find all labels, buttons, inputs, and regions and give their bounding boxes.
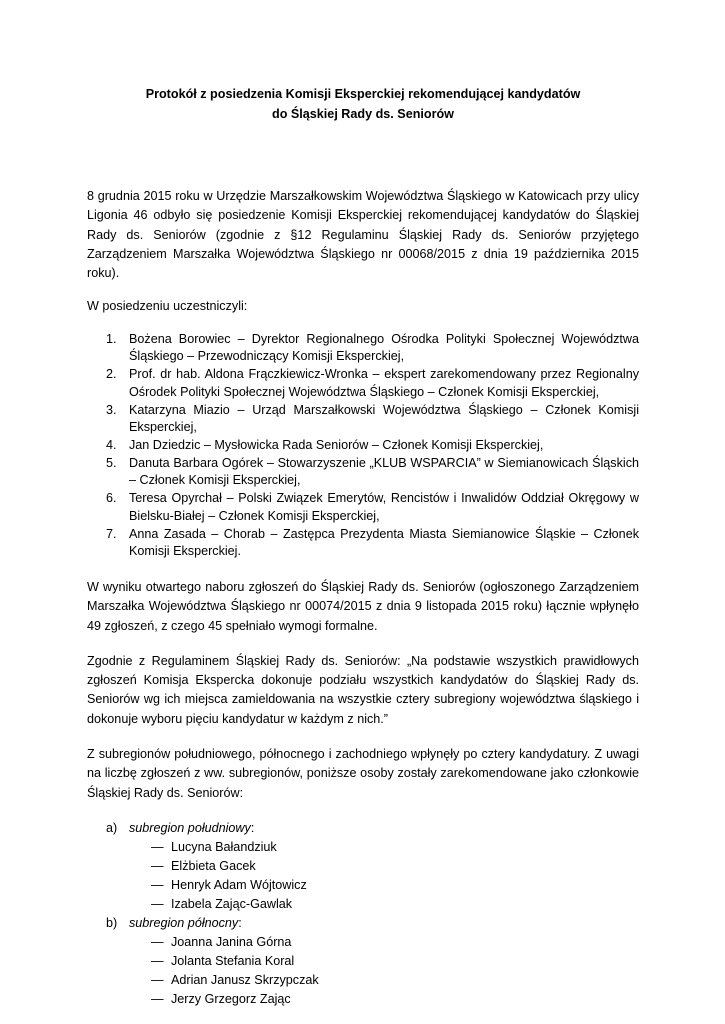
subregion-names <box>87 933 639 1009</box>
list-number: 4. <box>106 438 117 452</box>
dash-bullet: — <box>151 839 164 854</box>
list-number: 6. <box>106 491 117 506</box>
subregion-south <box>87 819 639 914</box>
list-item <box>87 838 639 857</box>
list-item <box>87 933 639 952</box>
regulation-quote-paragraph: Zgodnie z Regulaminem Śląskiej Rady ds. Seniorów: „Na podstawie wszystkich prawidłowych zgłoszeń Komisja Ekspercka dokonuje podziału wszystkich kandydatów do Śląskiej Rady ds. Seniorów wg ich miejsca zamieldowania na wszystkie cztery subregiony województwa śląskiego i dokonuje wyboru pięciu kandydatur w każdym z nich.” <box>87 653 639 726</box>
candidate-name: Joanna Janina Górna <box>171 934 292 949</box>
dash-bullet: — <box>151 972 164 987</box>
dash-bullet: — <box>151 953 164 968</box>
subregion-label: subregion północny <box>129 915 239 930</box>
candidate-name: Izabela Zając-Gawlak <box>171 896 293 911</box>
subregion-heading <box>87 819 639 838</box>
attendee-text: Danuta Barbara Ogórek – Stowarzyszenie „KLUB WSPARCIA” w Siemianowicach Śląskich – Członek Komisji Eksperckiej, <box>129 455 639 488</box>
attendee-text: Teresa Opyrchał – Polski Związek Emerytów, Rencistów i Inwalidów Oddział Okręgowy w Bielsku-Białej – Członek Komisji Eksperckiej, <box>129 491 639 523</box>
subregion-colon: : <box>250 820 255 835</box>
list-item <box>87 876 639 895</box>
dash-bullet: — <box>151 858 164 873</box>
list-item <box>87 971 639 990</box>
subregion-letter: a) <box>106 820 118 835</box>
candidate-name: Jolanta Stefania Koral <box>171 953 295 968</box>
list-item <box>87 455 639 490</box>
subregion-names <box>87 838 639 914</box>
list-item <box>87 952 639 971</box>
applications-paragraph: W wyniku otwartego naboru zgłoszeń do Śląskiej Rady ds. Seniorów (ogłoszonego Zarządzeniem Marszałka Województwa Śląskiego nr 00074/2015 z dnia 9 listopada 2015 roku) łącznie wpłynęło 49 zgłoszeń, z czego 45 spełniało wymogi formalne. <box>87 579 639 633</box>
attendees-list <box>87 331 639 561</box>
list-number: 2. <box>106 367 117 382</box>
dash-bullet: — <box>151 991 164 1006</box>
list-number: 7. <box>106 526 117 541</box>
candidate-name: Lucyna Bałandziuk <box>171 839 277 854</box>
dash-bullet: — <box>151 877 164 892</box>
list-item <box>87 402 639 437</box>
attendee-text: Katarzyna Miazio – Urząd Marszałkowski Województwa Śląskiego – Członek Komisji Eksperckiej, <box>129 402 639 435</box>
recommendation-paragraph: Z subregionów południowego, północnego i zachodniego wpłynęły po cztery kandydatury. Z uwagi na liczbę zgłoszeń z ww. subregionów, poniższe osoby zostały zarekomendowane jako członkowie Śląskiej Rady ds. Seniorów: <box>87 747 639 800</box>
candidate-name: Henryk Adam Wójtowicz <box>171 877 307 892</box>
attendees-intro: W posiedzeniu uczestniczyli: <box>87 299 248 314</box>
list-number: 1. <box>106 331 117 346</box>
list-item <box>87 366 639 401</box>
list-item <box>87 437 639 455</box>
list-item <box>87 990 639 1009</box>
list-item <box>87 895 639 914</box>
dash-bullet: — <box>151 934 164 949</box>
candidate-name: Elżbieta Gacek <box>171 858 256 873</box>
subregion-colon: : <box>238 915 242 930</box>
subregion-label: subregion południowy <box>129 820 251 835</box>
subregion-north <box>87 914 639 1009</box>
list-item <box>87 331 639 366</box>
attendee-text: Anna Zasada – Chorab – Zastępca Prezydenta Miasta Siemianowice Śląskie – Członek Komisji Eksperckiej. <box>129 526 639 559</box>
intro-paragraph: 8 grudnia 2015 roku w Urzędzie Marszałkowskim Województwa Śląskiego w Katowicach przy ulicy Ligonia 46 odbyło się posiedzenie Komisji Eksperckiej rekomendującej kandydatów do Śląskiej Rady ds. Seniorów (zgodnie z §12 Regulaminu Śląskiej Rady ds. Seniorów przyjętego Zarządzeniem Marszałka Województwa Śląskiego nr 00068/2015 z dnia 19 października 2015 roku). <box>87 189 639 281</box>
subregion-heading <box>87 914 639 933</box>
subregion-letter: b) <box>106 915 118 930</box>
attendee-text: Prof. dr hab. Aldona Frączkiewicz-Wronka – ekspert zarekomendowany przez Regionalny Ośrodek Polityki Społecznej Województwa Śląskiego – Członek Komisji Eksperckiej, <box>129 367 639 399</box>
document-page <box>87 84 639 1009</box>
candidate-name: Jerzy Grzegorz Zając <box>171 991 291 1006</box>
list-item <box>87 526 639 561</box>
document-title-line-2: do Śląskiej Rady ds. Seniorów <box>272 107 454 121</box>
list-number: 3. <box>106 402 117 417</box>
dash-bullet: — <box>151 896 164 911</box>
list-item <box>87 857 639 876</box>
candidate-name: Adrian Janusz Skrzypczak <box>171 972 319 987</box>
attendee-text: Jan Dziedzic – Mysłowicka Rada Seniorów – Członek Komisji Eksperckiej, <box>129 438 544 452</box>
list-item <box>87 490 639 525</box>
list-number: 5. <box>106 455 117 470</box>
document-title-line-1: Protokół z posiedzenia Komisji Eksperckiej rekomendującej kandydatów <box>145 87 581 101</box>
attendee-text: Bożena Borowiec – Dyrektor Regionalnego Ośrodka Polityki Społecznej Województwa Śląskiego – Przewodniczący Komisji Eksperckiej, <box>129 331 639 364</box>
